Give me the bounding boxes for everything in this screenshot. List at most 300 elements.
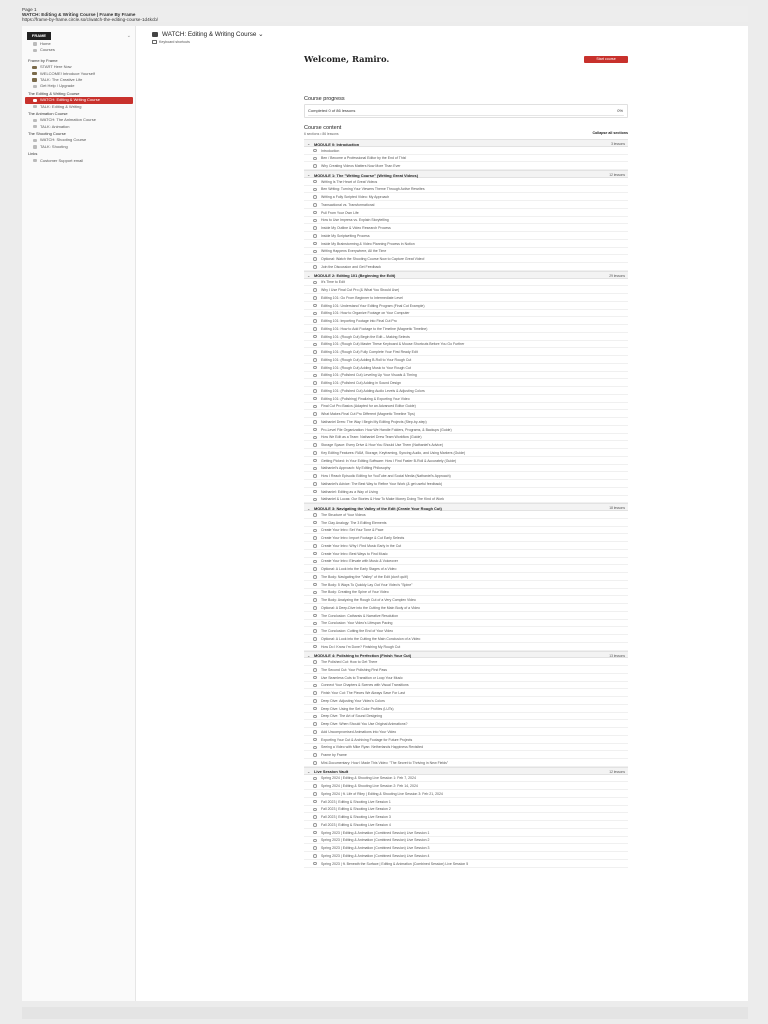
lesson-title: Editing 101: (Polishing) Finalizing & Exporting Your Video xyxy=(321,396,410,401)
lesson-title: Create Your Intro: Import Footage & Cut Early Selects xyxy=(321,536,405,541)
space-icon xyxy=(33,99,37,102)
lesson-row[interactable] xyxy=(304,542,628,550)
lesson-row[interactable] xyxy=(304,852,628,860)
lesson-status-circle-icon[interactable] xyxy=(313,474,317,478)
lesson-title: Editing 101: (Polished Cut) Leveling Up Your Visuals & Timing xyxy=(321,373,417,378)
sidebar-section-title-label: The Shooting Course xyxy=(28,131,66,137)
lesson-status-circle-icon[interactable] xyxy=(313,699,317,703)
lesson-row[interactable] xyxy=(304,829,628,837)
lesson-title: What Makes Final Cut Pro Different (Magnetic Timeline Tips) xyxy=(321,412,415,417)
lesson-status-circle-icon[interactable] xyxy=(313,250,317,254)
lesson-row[interactable] xyxy=(304,155,628,163)
lesson-row[interactable] xyxy=(304,364,628,372)
sidebar-item-label: TALK: Animation xyxy=(40,123,70,129)
sidebar-section-title xyxy=(22,110,136,117)
lesson-row[interactable] xyxy=(304,240,628,248)
lesson-title: Writing Is The Heart of Great Videos xyxy=(321,179,378,184)
lesson-title: Key Editing Features: RAM, Storage, Keyframing, Syncing Audio, and Using Markers (Guide) xyxy=(321,450,466,455)
lesson-status-circle-icon[interactable] xyxy=(313,164,317,168)
lesson-status-circle-icon[interactable] xyxy=(313,668,317,672)
lesson-status-circle-icon[interactable] xyxy=(313,389,317,393)
lesson-status-circle-icon[interactable] xyxy=(313,490,317,494)
lesson-status-circle-icon[interactable] xyxy=(313,529,317,533)
lesson-title: Spring 2024 | ft. Life of Riley | Editing & Shooting Live Session 3: Feb 21, 2024 xyxy=(321,791,443,796)
lesson-row[interactable] xyxy=(304,209,628,217)
lesson-status-circle-icon[interactable] xyxy=(313,738,317,742)
lesson-row[interactable] xyxy=(304,403,628,411)
module-title: Live Session Vault xyxy=(314,769,349,775)
lesson-row[interactable] xyxy=(304,837,628,845)
lesson-title: Ben Writing: Turning Your Viewers Theme Through Active Rewrites xyxy=(321,187,425,192)
lesson-status-circle-icon[interactable] xyxy=(313,560,317,564)
lesson-title: Inside My Brainstorming & Video Planning Process in Notion xyxy=(321,241,415,246)
lesson-title: Writing a Fully Scripted Video: My Approach xyxy=(321,195,390,200)
module-lesson-count: 29 lessons xyxy=(609,273,625,278)
lesson-status-circle-icon[interactable] xyxy=(313,226,317,230)
lesson-status-circle-icon[interactable] xyxy=(313,459,317,463)
sidebar-item[interactable] xyxy=(22,144,136,150)
lesson-title: Nathaniel & Lucas: Our Stories & How To Make Money Doing The Kind of Work xyxy=(321,497,444,502)
lesson-title: Editing 101: (Rough Cut) Begin the Edit – Making Selects xyxy=(321,334,410,339)
lesson-title: The Conclusion: Your Video's Lifespan Pacing xyxy=(321,621,393,626)
sidebar-section-title xyxy=(22,57,136,64)
lesson-title: How We Edit as a Team: Nathaniel Drew Team Workflow (Guide) xyxy=(321,435,422,440)
lesson-row[interactable] xyxy=(304,751,628,759)
lesson-title: How I Reach Episodic Editing for YouTube and Social Media (Nathaniel's Approach) xyxy=(321,474,451,479)
lesson-row[interactable] xyxy=(304,511,628,519)
chevron-down-icon: ⌄ xyxy=(307,273,311,279)
lesson-title: Optional: A Look into the Early Stages of a Video xyxy=(321,567,397,572)
sidebar-section-title xyxy=(22,130,136,137)
lesson-title: Fall 2023 | Editing & Shooting Live Session 1 xyxy=(321,799,391,804)
lesson-status-circle-icon[interactable] xyxy=(313,288,317,292)
lesson-status-circle-icon[interactable] xyxy=(313,443,317,447)
lesson-title: The Clay Analogy: The 3 Editing Elements xyxy=(321,520,387,525)
lesson-status-circle-icon[interactable] xyxy=(313,808,317,812)
lesson-row[interactable] xyxy=(304,604,628,612)
lesson-title: Editing 101: (Rough Cut) Adding Music to Your Rough Cut xyxy=(321,365,411,370)
lesson-status-circle-icon[interactable] xyxy=(313,157,317,161)
lesson-row[interactable] xyxy=(304,728,628,736)
lesson-status-circle-icon[interactable] xyxy=(313,412,317,416)
lesson-row[interactable] xyxy=(304,379,628,387)
lesson-title: Add Uncompromised Animations into Your Video xyxy=(321,729,397,734)
content-heading: Course content xyxy=(304,125,342,131)
lesson-status-circle-icon[interactable] xyxy=(313,753,317,757)
print-header xyxy=(22,6,748,22)
lesson-row[interactable] xyxy=(304,387,628,395)
chevron-down-icon: ⌄ xyxy=(307,769,311,775)
lesson-title: Editing 101: Importing Footage into Final Cut Pro xyxy=(321,319,397,324)
lesson-row[interactable] xyxy=(304,449,628,457)
lesson-row[interactable] xyxy=(304,589,628,597)
lesson-title: Editing 101: (Rough Cut) Fully Complete Your First Ready Edit xyxy=(321,350,418,355)
lesson-title: Fall 2023 | Editing & Shooting Live Session 2 xyxy=(321,807,391,812)
module-header[interactable] xyxy=(304,767,628,775)
lesson-row[interactable] xyxy=(304,496,628,504)
lesson-status-circle-icon[interactable] xyxy=(313,257,317,261)
lesson-status-circle-icon[interactable] xyxy=(313,366,317,370)
sidebar-item-label: TALK: Editing & Writing xyxy=(40,103,82,109)
lesson-row[interactable] xyxy=(304,821,628,829)
module-header[interactable] xyxy=(304,271,628,279)
lesson-row[interactable] xyxy=(304,682,628,690)
module-header[interactable] xyxy=(304,651,628,659)
lesson-row[interactable] xyxy=(304,372,628,380)
lesson-status-circle-icon[interactable] xyxy=(313,397,317,401)
lesson-status-circle-icon[interactable] xyxy=(313,707,317,711)
module-lesson-count: 12 lessons xyxy=(609,173,625,177)
lesson-status-circle-icon[interactable] xyxy=(313,862,317,866)
lesson-status-circle-icon[interactable] xyxy=(313,761,317,765)
lesson-row[interactable] xyxy=(304,217,628,225)
lesson-row[interactable] xyxy=(304,736,628,744)
lesson-title: Nathaniel Drew: The Way I Begin My Editing Projects (Step-by-step) xyxy=(321,419,427,424)
lesson-status-circle-icon[interactable] xyxy=(313,777,317,781)
lesson-status-circle-icon[interactable] xyxy=(313,428,317,432)
lesson-title: Nathaniel's Approach: My Editing Philosophy xyxy=(321,466,391,471)
module-title: MODULE 1: The "Writing Course" (Writing Great Videos) xyxy=(314,172,418,178)
chevron-down-icon: ⌄ xyxy=(307,141,311,147)
space-icon xyxy=(32,66,37,69)
lesson-row[interactable] xyxy=(304,356,628,364)
lesson-title: Create Your Intro: Best Ways to Find Music xyxy=(321,551,388,556)
lesson-status-circle-icon[interactable] xyxy=(313,242,317,246)
module-title: MODULE 2: Editing 101 (Beginning the Edit) xyxy=(314,273,396,279)
lesson-title: Ben / Become a Professional Editor by the End of This! xyxy=(321,156,407,161)
lesson-row[interactable] xyxy=(304,573,628,581)
lesson-status-circle-icon[interactable] xyxy=(313,598,317,602)
lesson-row[interactable] xyxy=(304,527,628,535)
lesson-row[interactable] xyxy=(304,472,628,480)
lesson-title: Fall 2023 | Editing & Shooting Live Session 3 xyxy=(321,815,391,820)
space-header xyxy=(136,26,748,48)
lesson-row[interactable] xyxy=(304,627,628,635)
lesson-row[interactable] xyxy=(304,674,628,682)
lesson-status-circle-icon[interactable] xyxy=(313,792,317,796)
lesson-title: Create Your Intro: Why I Find Music Early in the Cut xyxy=(321,543,402,548)
lesson-status-circle-icon[interactable] xyxy=(313,684,317,688)
lesson-title: Optional: A Look into the Cutting the Main Conclusion of a Video xyxy=(321,636,421,641)
lesson-row[interactable] xyxy=(304,705,628,713)
print-page-url: https://frame-by-frame.circle.so/c/watch-the-editing-course-1d4kcb/ xyxy=(22,17,159,23)
lesson-row[interactable] xyxy=(304,279,628,287)
lesson-status-circle-icon[interactable] xyxy=(313,831,317,835)
lesson-row[interactable] xyxy=(304,294,628,302)
lesson-row[interactable] xyxy=(304,263,628,271)
lesson-status-circle-icon[interactable] xyxy=(313,374,317,378)
lesson-status-circle-icon[interactable] xyxy=(313,180,317,184)
lesson-status-circle-icon[interactable] xyxy=(313,591,317,595)
lesson-status-circle-icon[interactable] xyxy=(313,467,317,471)
lesson-status-circle-icon[interactable] xyxy=(313,281,317,285)
lesson-title: Editing 101: (Polished Cut) Adding in Sound Design xyxy=(321,381,401,386)
sidebar-item-label: WATCH: The Animation Course xyxy=(40,117,96,123)
lesson-status-circle-icon[interactable] xyxy=(313,846,317,850)
lesson-status-circle-icon[interactable] xyxy=(313,645,317,649)
sidebar-section-title-label: The Animation Course xyxy=(28,110,68,116)
lesson-status-circle-icon[interactable] xyxy=(313,567,317,571)
module-header[interactable] xyxy=(304,503,628,511)
lesson-row[interactable] xyxy=(304,465,628,473)
lesson-status-circle-icon[interactable] xyxy=(313,420,317,424)
lesson-title: Pro-Level File Organization: How We Handle Folders, Programs, & Backups (Guide) xyxy=(321,427,452,432)
space-icon xyxy=(32,72,37,75)
lesson-status-circle-icon[interactable] xyxy=(313,265,317,269)
sidebar-section-title xyxy=(22,150,136,157)
lesson-row[interactable] xyxy=(304,341,628,349)
lesson-row[interactable] xyxy=(304,434,628,442)
lesson-status-circle-icon[interactable] xyxy=(313,552,317,556)
lesson-title: Seeing a Video with Mike Ryan: Netherlands Happiness Revisited xyxy=(321,745,424,750)
keyboard-shortcuts-link[interactable]: Keyboard shortcuts xyxy=(152,40,190,44)
lesson-status-circle-icon[interactable] xyxy=(313,660,317,664)
lesson-row[interactable] xyxy=(304,286,628,294)
lesson-status-circle-icon[interactable] xyxy=(313,715,317,719)
lesson-row[interactable] xyxy=(304,418,628,426)
sidebar-item-courses-label: Courses xyxy=(40,47,55,53)
module-lesson-count: 13 lessons xyxy=(609,653,625,658)
sidebar xyxy=(22,26,136,1001)
lesson-status-circle-icon[interactable] xyxy=(313,296,317,300)
collapse-all-button[interactable]: Collapse all sections xyxy=(592,131,628,135)
lesson-status-circle-icon[interactable] xyxy=(313,722,317,726)
lesson-title: The Second Cut: Your Polishing First Pass xyxy=(321,667,387,672)
lesson-title: Mini-Documentary: How I Made This Video: "The Secret to Thriving in New Fields" xyxy=(321,760,449,765)
sidebar-item[interactable] xyxy=(22,158,136,164)
lesson-row[interactable] xyxy=(304,658,628,666)
lesson-row[interactable] xyxy=(304,480,628,488)
lesson-row[interactable] xyxy=(304,558,628,566)
lesson-status-circle-icon[interactable] xyxy=(313,815,317,819)
lesson-status-circle-icon[interactable] xyxy=(313,436,317,440)
lesson-status-circle-icon[interactable] xyxy=(313,312,317,316)
lesson-status-circle-icon[interactable] xyxy=(313,335,317,339)
lesson-row[interactable] xyxy=(304,806,628,814)
lesson-row[interactable] xyxy=(304,302,628,310)
lesson-status-circle-icon[interactable] xyxy=(313,521,317,525)
lesson-row[interactable] xyxy=(304,333,628,341)
lesson-status-circle-icon[interactable] xyxy=(313,319,317,323)
module-header[interactable] xyxy=(304,170,628,178)
lesson-status-circle-icon[interactable] xyxy=(313,203,317,207)
lesson-row[interactable] xyxy=(304,790,628,798)
sidebar-item-label: TALK: The Creative Life xyxy=(40,76,83,82)
lesson-row[interactable] xyxy=(304,860,628,868)
lesson-status-circle-icon[interactable] xyxy=(313,823,317,827)
sidebar-item-label: WATCH: Shooting Course xyxy=(40,137,87,143)
lesson-row[interactable] xyxy=(304,317,628,325)
lesson-row[interactable] xyxy=(304,550,628,558)
progress-percent: 0% xyxy=(617,108,623,113)
lesson-title: Join the Discussion and Get Feedback xyxy=(321,264,381,269)
lesson-status-circle-icon[interactable] xyxy=(313,498,317,502)
lesson-row[interactable] xyxy=(304,635,628,643)
lesson-row[interactable] xyxy=(304,643,628,651)
progress-bar xyxy=(308,115,624,116)
lesson-status-circle-icon[interactable] xyxy=(313,839,317,843)
sidebar-section-title xyxy=(22,90,136,97)
lesson-status-circle-icon[interactable] xyxy=(313,188,317,192)
lesson-title: Connect Your Chapters & Scenes with Visual Transitions xyxy=(321,683,409,688)
lesson-status-circle-icon[interactable] xyxy=(313,358,317,362)
lesson-row[interactable] xyxy=(304,759,628,767)
lesson-row[interactable] xyxy=(304,813,628,821)
lesson-row[interactable] xyxy=(304,775,628,783)
sidebar-item[interactable] xyxy=(22,124,136,130)
sidebar-section-title-label: Links xyxy=(28,151,38,157)
lesson-title: Frame by Frame xyxy=(321,753,347,758)
lesson-row[interactable] xyxy=(304,798,628,806)
lesson-row[interactable] xyxy=(304,193,628,201)
chat-icon xyxy=(33,145,37,148)
lesson-title: Why Creating Videos Matters Now More Than Ever xyxy=(321,164,401,169)
content-meta: 6 sections • 86 lessons xyxy=(304,131,339,136)
lesson-row[interactable] xyxy=(304,457,628,465)
lesson-status-circle-icon[interactable] xyxy=(313,350,317,354)
lesson-title: How Do I Know I'm Done? Finishing My Rough Cut xyxy=(321,644,401,649)
lesson-row[interactable] xyxy=(304,255,628,263)
lesson-row[interactable] xyxy=(304,844,628,852)
lesson-title: Spring 2024 | Editing & Shooting Live Session 1: Feb 7, 2024 xyxy=(321,776,416,781)
lesson-row[interactable] xyxy=(304,162,628,170)
lesson-title: Spring 2023 | Editing & Animation (Combined Session) Live Session 2 xyxy=(321,838,430,843)
lesson-title: Editing 101: Understand Your Editing Program (Final Cut Example) xyxy=(321,303,425,308)
lesson-status-circle-icon[interactable] xyxy=(313,583,317,587)
welcome-heading: Welcome, Ramiro. xyxy=(304,54,390,64)
space-icon xyxy=(152,32,158,37)
lesson-status-circle-icon[interactable] xyxy=(313,544,317,548)
lesson-row[interactable] xyxy=(304,410,628,418)
lesson-status-circle-icon[interactable] xyxy=(313,405,317,409)
module-title: MODULE 3: Navigating the Valley of the Edit (Create Your Rough Cut) xyxy=(314,505,442,511)
lesson-row[interactable] xyxy=(304,620,628,628)
lesson-row[interactable] xyxy=(304,596,628,604)
lesson-status-circle-icon[interactable] xyxy=(313,219,317,223)
community-logo[interactable]: FRAME xyxy=(27,32,51,40)
lesson-title: Editing 101: How to Add Footage to the Timeline (Magnetic Timeline) xyxy=(321,326,428,331)
lesson-row[interactable] xyxy=(304,534,628,542)
chat-icon xyxy=(33,105,37,108)
lesson-status-circle-icon[interactable] xyxy=(313,381,317,385)
lesson-row[interactable] xyxy=(304,612,628,620)
lesson-row[interactable] xyxy=(304,395,628,403)
lesson-title: Deep Dive: Adjusting Your Video's Colors xyxy=(321,698,385,703)
lesson-status-circle-icon[interactable] xyxy=(313,676,317,680)
lesson-status-circle-icon[interactable] xyxy=(313,304,317,308)
lesson-title: Deep Dive: When Should You Use Original Animations? xyxy=(321,722,408,727)
sidebar-item-courses[interactable] xyxy=(22,47,136,53)
lesson-row[interactable] xyxy=(304,488,628,496)
lesson-status-circle-icon[interactable] xyxy=(313,343,317,347)
lesson-row[interactable] xyxy=(304,713,628,721)
lesson-row[interactable] xyxy=(304,697,628,705)
module-header[interactable] xyxy=(304,139,628,147)
lesson-row[interactable] xyxy=(304,310,628,318)
lesson-title: How to Use Impress vs. Explain Storytelling xyxy=(321,218,389,223)
app-window xyxy=(22,26,748,1001)
lesson-title: The Body: Analyzing the Rough Cut of a Very Complex Video xyxy=(321,598,416,603)
progress-heading: Course progress xyxy=(304,96,345,102)
lesson-title: The Body: Navigating the "Valley" of the Edit (don't quit!) xyxy=(321,574,409,579)
lesson-title: The Body: Creating the Spine of Your Video xyxy=(321,590,389,595)
lesson-row[interactable] xyxy=(304,147,628,155)
lesson-row[interactable] xyxy=(304,744,628,752)
lesson-status-circle-icon[interactable] xyxy=(313,614,317,618)
lesson-row[interactable] xyxy=(304,178,628,186)
chevron-down-icon: ⌄ xyxy=(307,172,311,178)
sidebar-item-label: WELCOME! Introduce Yourself xyxy=(40,70,95,76)
sidebar-item[interactable] xyxy=(22,104,136,110)
lesson-row[interactable] xyxy=(304,325,628,333)
lesson-status-circle-icon[interactable] xyxy=(313,622,317,626)
lesson-status-circle-icon[interactable] xyxy=(313,211,317,215)
lesson-status-circle-icon[interactable] xyxy=(313,637,317,641)
lesson-status-circle-icon[interactable] xyxy=(313,513,317,517)
lesson-status-circle-icon[interactable] xyxy=(313,730,317,734)
keyboard-icon xyxy=(152,40,157,43)
lesson-title: Why I Use Final Cut Pro (& What You Should Use) xyxy=(321,288,400,293)
lesson-status-circle-icon[interactable] xyxy=(313,784,317,788)
lesson-title: Spring 2024 | Editing & Shooting Live Session 2: Feb 14, 2024 xyxy=(321,784,418,789)
lesson-status-circle-icon[interactable] xyxy=(313,800,317,804)
lesson-status-circle-icon[interactable] xyxy=(313,451,317,455)
lesson-title: Editing 101: How to Organize Footage on Your Computer xyxy=(321,311,410,316)
lesson-status-circle-icon[interactable] xyxy=(313,149,317,153)
lesson-row[interactable] xyxy=(304,689,628,697)
lesson-status-circle-icon[interactable] xyxy=(313,327,317,331)
lesson-row[interactable] xyxy=(304,720,628,728)
lesson-status-circle-icon[interactable] xyxy=(313,691,317,695)
lesson-row[interactable] xyxy=(304,248,628,256)
lesson-title: Pull From Your Own Life xyxy=(321,210,359,215)
lesson-row[interactable] xyxy=(304,581,628,589)
module-lesson-count: 3 lessons xyxy=(611,142,625,146)
lesson-row[interactable] xyxy=(304,201,628,209)
lesson-title: The Body: 5 Ways To Quickly Lay Out Your Video's "Spine" xyxy=(321,582,413,587)
lesson-row[interactable] xyxy=(304,232,628,240)
sidebar-item[interactable] xyxy=(22,83,136,89)
lesson-status-circle-icon[interactable] xyxy=(313,746,317,750)
lesson-row[interactable] xyxy=(304,782,628,790)
lesson-status-circle-icon[interactable] xyxy=(313,575,317,579)
lesson-row[interactable] xyxy=(304,224,628,232)
lesson-row[interactable] xyxy=(304,186,628,194)
lesson-title: The Conclusion: Catharsis & Narrative Resolution xyxy=(321,613,399,618)
print-page-number: Page 1 xyxy=(22,7,37,12)
lesson-status-circle-icon[interactable] xyxy=(313,606,317,610)
lesson-status-circle-icon[interactable] xyxy=(313,195,317,199)
lesson-row[interactable] xyxy=(304,565,628,573)
sidebar-item-label: START Here Now xyxy=(40,64,72,70)
lesson-status-circle-icon[interactable] xyxy=(313,854,317,858)
lesson-row[interactable] xyxy=(304,666,628,674)
lesson-row[interactable] xyxy=(304,519,628,527)
lesson-status-circle-icon[interactable] xyxy=(313,234,317,238)
lesson-row[interactable] xyxy=(304,441,628,449)
chevron-down-icon[interactable]: ⌄ xyxy=(126,33,131,39)
lesson-row[interactable] xyxy=(304,348,628,356)
lesson-status-circle-icon[interactable] xyxy=(313,536,317,540)
lesson-title: The Conclusion: Cutting the End of Your Video xyxy=(321,629,394,634)
lesson-status-circle-icon[interactable] xyxy=(313,629,317,633)
progress-text: Completed 0 of 86 lessons xyxy=(308,108,356,113)
lesson-title: Inside My Outline & Video Research Process xyxy=(321,226,391,231)
start-course-button[interactable]: Start course xyxy=(584,56,628,63)
space-title[interactable]: WATCH: Editing & Writing Course ⌄ xyxy=(162,30,264,38)
lesson-status-circle-icon[interactable] xyxy=(313,482,317,486)
lesson-row[interactable] xyxy=(304,426,628,434)
